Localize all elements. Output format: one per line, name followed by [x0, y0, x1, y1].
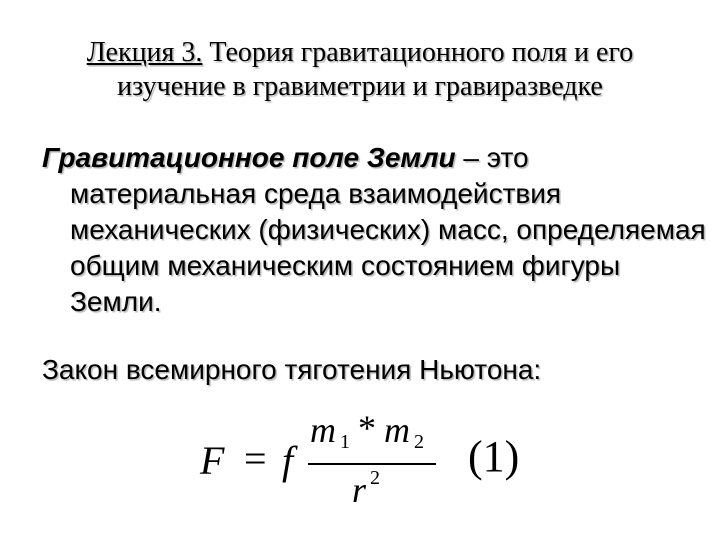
fraction-bar — [308, 463, 436, 465]
newton-formula — [200, 405, 530, 520]
definition-paragraph — [42, 140, 710, 320]
formula-distance: r — [352, 470, 367, 510]
formula-multiply: * — [358, 408, 376, 448]
title-line2: изучение в гравиметрии и гравиразведке — [117, 71, 603, 102]
formula-mass1: m — [310, 410, 336, 450]
definition-term: Гравитационное поле Земли — [42, 142, 456, 173]
formula-constant: f — [282, 438, 294, 483]
formula-mass1-subscript: 1 — [340, 431, 350, 453]
title-line1: Теория гравитационного поля и его — [202, 37, 634, 68]
law-heading: Закон всемирного тяготения Ньютона: — [42, 354, 542, 385]
formula-distance-power: 2 — [370, 467, 380, 489]
lecture-number: Лекция 3. — [86, 37, 203, 68]
formula-mass2: m — [384, 410, 410, 450]
formula-equals: = — [244, 436, 267, 481]
formula-force: F — [200, 438, 225, 483]
formula-number: (1) — [468, 432, 520, 481]
slide-title — [30, 36, 690, 104]
formula-mass2-subscript: 2 — [414, 431, 424, 453]
definition-text: – это материальная среда взаимодействия механических (физических) масс, определяемая общим механическим состоянием фигуры Земли. — [70, 142, 706, 317]
